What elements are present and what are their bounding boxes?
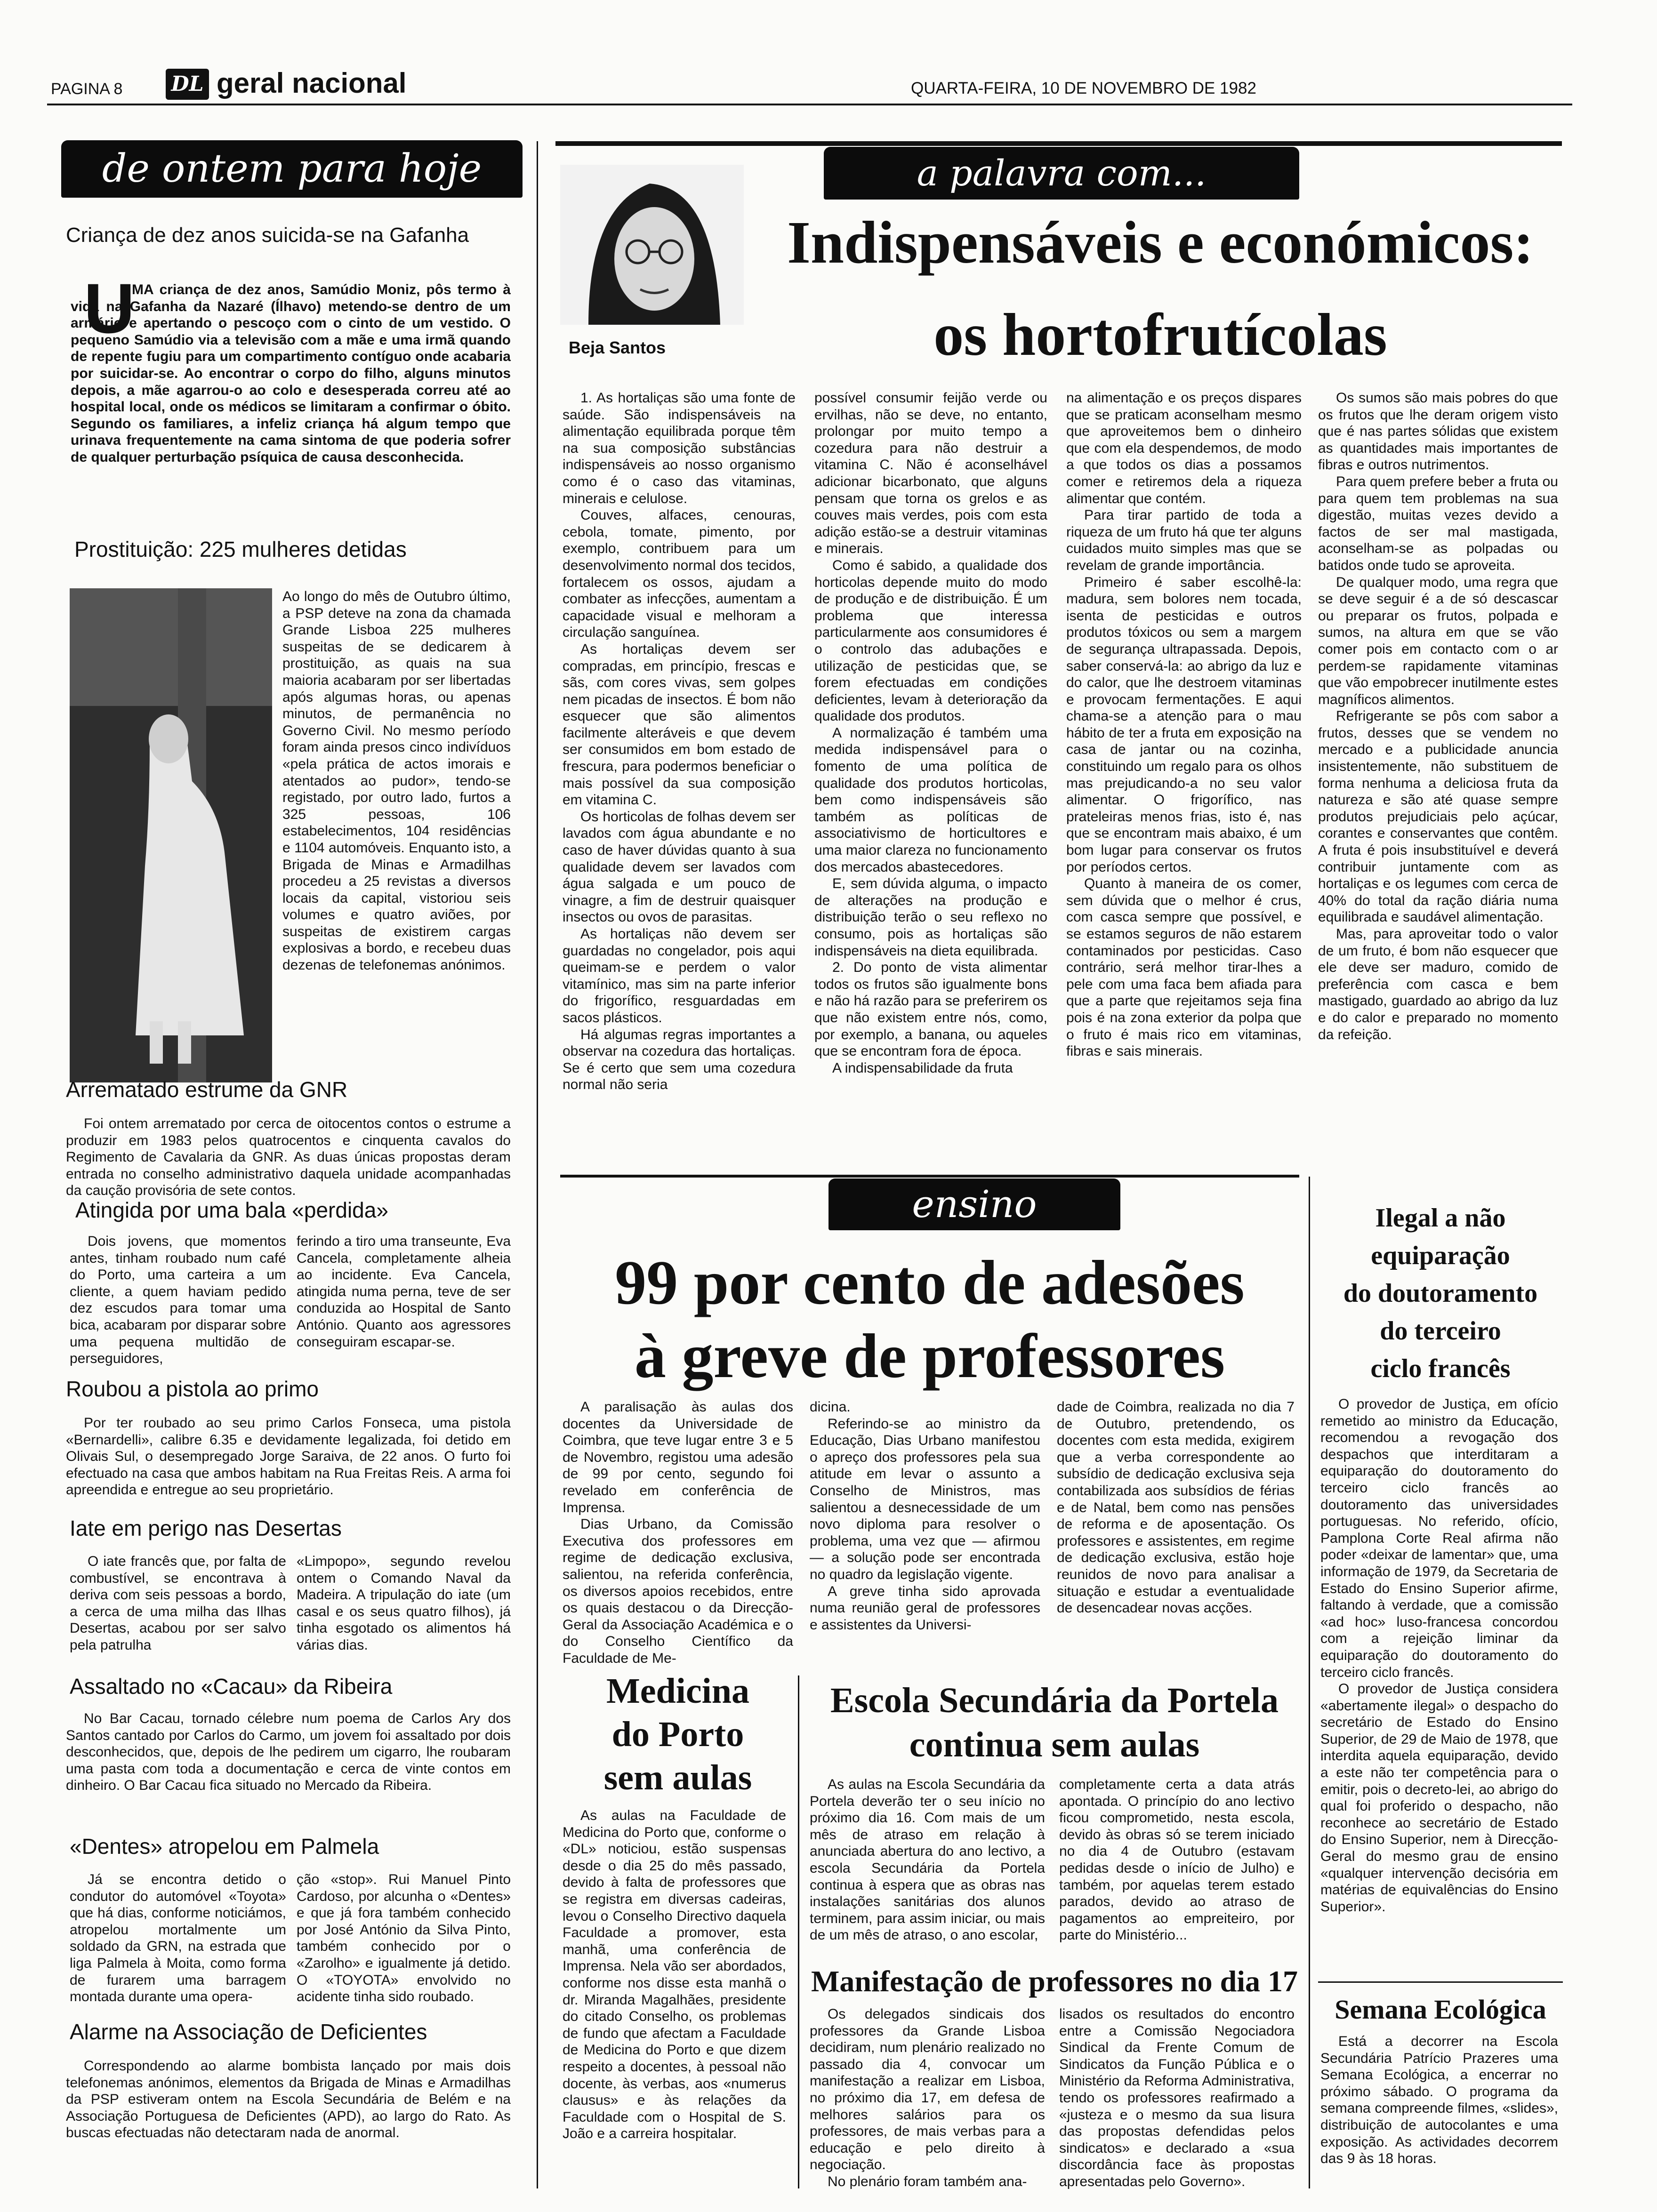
- s8-text-b: [297, 1871, 511, 2017]
- s6-title: Iate em perigo nas Desertas: [70, 1516, 342, 1540]
- medicina-title-1: Medicina: [606, 1671, 749, 1711]
- ensino-col-3: [1057, 1399, 1295, 1662]
- palavra-c1-p3: As hortaliças devem ser compradas, em princípio, frescas e sãs, com cores vivas, sem golpes nem picadas de insectos. É bom não esquecer que são alimentos facilmente alteráveis e que devem ser consumidos em bom estado de frescura, para podermos beneficiar o mais possível da sua composição em vitamina C.: [563, 641, 796, 808]
- palavra-c3-p3: Primeiro é saber escolhê-la: madura, sem bolores nem tocada, isenta de pesticidas e outros produtos tóxicos ou sem a margem de segurança ultrapassada. Depois, saber conservá-la: ao abrigo da luz e do calor, que lhe destroem vitaminas e provocam fermentações. E aqui chama-se a atenção para o mau hábito de ter a fruta em exposição na casa de jantar ou na cozinha, constituindo um regalo para os olhos mas prejudicando-a no seu valor alimentar. O frigorífico, nas prateleiras menos frias, isto é, nas que se encontram mais abaixo, é um bom lugar para conservar os frutos por períodos certos.: [1066, 574, 1302, 875]
- ecologica-body: Está a decorrer na Escola Secundária Patrício Prazeres uma Semana Ecológica, a encerrar no próximo sábado. O programa da semana compreende filmes, «slides», distribuição de autocolantes e uma exposição. As actividades decorrem das 9 às 18 horas.: [1320, 2034, 1558, 2167]
- ensino-c3-p1: dade de Coimbra, realizada no dia 7 de Outubro, pretendendo, os docentes com esta medida, exigirem que a verba correspondente ao subsídio de dedicação exclusiva seja contabilizada aos subsídios de férias e de Natal, bem como nas pensões de reforma e de aposentação. Os professores e assistentes, em regime de dedicação exclusiva, estão hoje reunidos de novo para analisar a situação e estudar a eventualidade de desencadear novas acções.: [1057, 1399, 1295, 1616]
- manif-body-a2: No plenário foram também ana-: [828, 2173, 1027, 2189]
- section-name: geral nacional: [217, 67, 407, 99]
- s7-body: No Bar Cacau, tornado célebre num poema de Carlos Ary dos Santos cantado por Carlos do Carmo, um jovem foi assaltado por dois desconhecidos, que, depois de lhe pedirem um cigarro, lhe roubaram uma pasta com toda a documentação e cerca de vinte contos em dinheiro. O Bar Cacau fica situado no Mercado da Ribeira.: [66, 1711, 511, 1794]
- ensino-title-2: à greve de professores: [634, 1321, 1225, 1391]
- ensino-c2-p3: A greve tinha sido aprovada numa reunião geral de professores e assistentes da Universi-: [810, 1583, 1040, 1633]
- palavra-col-2: [814, 390, 1047, 1169]
- manif-body-a: Os delegados sindicais dos professores da Grande Lisboa decidiram, num plenário realizado no passado dia 4, convocar um manifestação a realizar em Lisboa, no próximo dia 17, em defesa de melhores salários para os professores, de mais verbas para a educação e pelo direito à negociação.: [810, 2006, 1045, 2173]
- s6-text-b: [297, 1553, 511, 1661]
- ilegal-body-1: O provedor de Justiça, em ofício remetido ao ministro da Educação, recomendou a revogação dos despachos que interditaram a equiparação do doutoramento do terceiro ciclo francês ao doutoramento das universidades portuguesas. No referido, ofício, Pamplona Corte Real afirma não poder «deixar de lamentar» que, uma informação de 1979, da Secretaria de Estado do Ensino Superior afirme, faltando à verdade, que a comissão «ad hoc» luso-francesa concordou com a rejeição liminar da equiparação do doutoramento do terceiro ciclo francês.: [1320, 1396, 1558, 1680]
- palavra-banner: a palavra com...: [824, 147, 1299, 200]
- header-rule: [47, 104, 1572, 105]
- ensino-banner: ensino: [828, 1178, 1120, 1230]
- s8-body-a: Já se encontra detido o condutor do automóvel «Toyota» que há dias, conforme noticiámos, atropelou mortalmente um soldado da GRN, na estrada que liga Palmela à Moita, como forma de furarem uma barragem montada durante uma opera-: [70, 1872, 286, 2005]
- medicina-title-3: sem aulas: [603, 1758, 752, 1797]
- manif-title: Manifestação de professores no dia 17: [811, 1964, 1298, 1998]
- s4-body-b: ferindo a tiro uma transeunte, Eva Cancela, completamente alheia ao incidente. Eva Cancela, atingida numa perna, teve de ser conduzida ao Hospital de Santo António. Quanto aos agressores conseguiram escapar-se.: [297, 1234, 511, 1350]
- page-number: PAGINA 8: [51, 80, 123, 98]
- portela-text-b: [1059, 1776, 1295, 1960]
- palavra-c1-p5: As hortaliças não devem ser guardadas no congelador, pois aqui queimam-se e perdem o valor vitamínico, mas sim na parte inferior do frigorífico, resguardadas em sacos plásticos.: [563, 926, 796, 1026]
- ensino-c1-p2: Dias Urbano, da Comissão Executiva dos professores em regime de dedicação exclusiva, salientou, na referida conferência, os diversos apoios recebidos, entre os quais destacou o da Direcção-Geral da Associação Académica e o do Conselho Científico da Faculdade de Me-: [563, 1516, 793, 1666]
- s4-title: Atingida por uma bala «perdida»: [75, 1198, 388, 1222]
- palavra-c2-p4: E, sem dúvida alguma, o impacto de alterações na produção e distribuição terão o seu reflexo no consumo, pois as hortaliças são indispensáveis na dieta equilibrada.: [814, 876, 1047, 959]
- ensino-col-2: [810, 1399, 1040, 1662]
- palavra-col-4: [1318, 390, 1558, 1169]
- s4-text-b: [297, 1233, 511, 1374]
- palavra-c2-p6: A indispensabilidade da fruta: [832, 1060, 1013, 1076]
- s1-title: Criança de dez anos suicida-se na Gafanha: [66, 224, 469, 247]
- s1-dropcap: U: [84, 269, 135, 348]
- s3-body: Foi ontem arrematado por cerca de oitocentos contos o estrume a produzir em 1983 pelos quatrocentos e cinquenta cavalos do Regimento de Cavalaria da GNR. As duas únicas propostas deram entrada no conselho administrativo daquela unidade acompanhadas da caução provisória de sete contos.: [66, 1116, 511, 1199]
- s3-title: Arrematado estrume da GNR: [66, 1077, 348, 1102]
- ensino-c2-p2: Referindo-se ao ministro da Educação, Dias Urbano manifestou o apreço dos professores pela sua atitude em levar o assunto a Conselho de Ministros, mas salientou a desnecessidade de um novo diploma para resolver o problema, uma vez que — afirmou — a solução pode ser encontrada no quadro da legislação vigente.: [810, 1416, 1040, 1582]
- portela-title-2: continua sem aulas: [909, 1725, 1200, 1764]
- palavra-c1-p6: Há algumas regras importantes a observar na cozedura das hortaliças. Se é certo que sem uma cozedura normal não seria: [563, 1026, 796, 1093]
- s2-title: Prostituição: 225 mulheres detidas: [74, 537, 407, 561]
- palavra-c4-p5: Mas, para aproveitar todo o valor de um fruto, é bom não esquecer que ele deve ser maduro, comido de preferência com casca e bem mastigado, guardado ao abrigo da luz e do calor e preparado no momento da refeição.: [1318, 926, 1558, 1042]
- ilegal-title-3: do doutoramento: [1343, 1279, 1538, 1308]
- palavra-top-rule: [555, 141, 1562, 146]
- s8-body-b: ção «stop». Rui Manuel Pinto Cardoso, por alcunha o «Dentes» e que já fora também conhecido por José António da Silva Pinto, também conhecido por o «Zarolho» e igualmente já detido. O «TOYOTA» envolvido no acidente tinha sido roubado.: [297, 1872, 511, 2005]
- ecologica-text: [1320, 2033, 1558, 2184]
- s5-title: Roubou a pistola ao primo: [66, 1377, 319, 1401]
- ensino-top-rule: [560, 1175, 1299, 1178]
- palavra-c3-p2: Para tirar partido de toda a riqueza de um fruto há que ter alguns cuidados muito simples mas que se revelam de grande importância.: [1066, 507, 1302, 573]
- manif-body-b: lisados os resultados do encontro entre a Comissão Negociadora Sindical da Frente Comum de Sindicatos da Função Pública e o Ministério da Reforma Administrativa, tendo os professores reafirmado a «justeza e o mesmo da sua lisura das propostas defendidas pelos sindicatos» e declarado a «sua discordância face às propostas apresentadas pelo Governo».: [1059, 2006, 1295, 2189]
- ensino-right-rule: [1309, 1177, 1310, 2188]
- palavra-c4-p1: Os sumos são mais pobres do que os frutos que lhe deram origem visto que é nas partes sólidas que existem as quantidades mais importantes de fibras e outros nutrimentos.: [1318, 390, 1558, 473]
- palavra-c1-p2: Couves, alfaces, cenouras, cebola, tomate, pimento, por exemplo, contribuem para um desenvolvimento normal dos tecidos, fortalecem os ossos, ajudam a combater as infecções, aumentam a capacidade visual e melhoram a circulação sanguínea.: [563, 507, 796, 641]
- s4-body-a: Dois jovens, que momentos antes, tinham roubado num café do Porto, uma carteira a um cliente, a quem haviam pedido dez escudos para tomar uma bica, acabaram por disparar sobre uma pequena multidão de perseguidores,: [70, 1234, 286, 1367]
- ecologica-rule: [1318, 1981, 1563, 1983]
- palavra-c3-p4: Quanto à maneira de os comer, sem dúvida que o melhor é crus, com casca sempre que possível, e se estamos seguros de não estarem contaminados por pesticidas. Caso contrário, será melhor tirar-lhes a pele com uma faca bem afiada para que a parte que rejeitamos seja fina pois é na zona exterior da polpa que o fruto é mais rico em vitaminas, fibras e sais minerais.: [1066, 876, 1302, 1059]
- portela-body-a: As aulas na Escola Secundária da Portela deverão ter o seu início no próximo dia 16. Com mais de um mês de atraso em relação à anunciada abertura do ano lectivo, a escola Secundária da Portela continua à espera que as obras nas instalações sanitárias dos alunos terminem, para assim iniciar, ou mais de um mês de atraso, o ano escolar,: [810, 1777, 1045, 1943]
- author-name: Beja Santos: [569, 338, 666, 357]
- s1-body: MA criança de dez anos, Samúdio Moniz, pôs termo à vida na Gafanha da Nazaré (Ílhavo) metendo-se dentro de um armário e apertando o pescoço com o cinto de um vestido. O pequeno Samúdio via a televisão com a mãe e uma irmã quando de repente fugiu para um compartimento contíguo onde acabaria por suicidar-se. Ao encontrar o corpo do filho, alguns minutos depois, a mãe agarrou-o ao colo e desesperada correu até ao hospital local, onde os médicos se limitaram a confirmar o óbito. Segundo os familiares, a infeliz criança há algum tempo que urinava frequentemente na cama sintoma de que poderia sofrer de qualquer perturbação psíquica de causa desconhecida.: [71, 282, 511, 465]
- palavra-c1-p4: Os horticolas de folhas devem ser lavados com água abundante e no caso de haver dúvidas quanto à sua qualidade devem ser lavados com água salgada e um pouco de vinagre, a fim de destruir quaisquer insectos ou ovos de parasitas.: [563, 809, 796, 925]
- ilegal-title-1: Ilegal a não: [1375, 1203, 1506, 1233]
- manif-text-a: [810, 2006, 1045, 2189]
- ecologica-title: Semana Ecológica: [1335, 1994, 1546, 2025]
- s6-text-a: [70, 1553, 286, 1661]
- s2-photo: [70, 588, 272, 1082]
- palavra-c2-p5: 2. Do ponto de vista alimentar todos os frutos são igualmente bons e não há razão para se preferirem os que não existem entre nós, como, por exemplo, a banana, ou aqueles que se encontram fora de época.: [814, 960, 1047, 1059]
- s2-body: Ao longo do mês de Outubro último, a PSP deteve na zona da chamada Grande Lisboa 225 mulheres suspeitas de se dedicarem à prostituição, as quais na sua maioria acabaram por ser libertadas após algumas horas, ou apenas minutos, de permanência no Governo Civil. No mesmo período foram ainda presos cinco indivíduos «pela prática de actos imorais e atentados ao pudor», tendo-se registado, por outro lado, furtos a 325 pessoas, 106 estabelecimentos, 104 residências e 1104 automóveis. Enquanto isto, a Brigada de Minas e Armadilhas procedeu a 25 revistas a diversos locais da capital, vistoriou seis volumes e quatro aviões, por suspeitas de existirem cargas explosivas a bordo, e recebeu duas dezenas de telefonemas anónimos.: [282, 589, 511, 973]
- portela-text-a: [810, 1776, 1045, 1960]
- palavra-c2-p2: Como é sabido, a qualidade dos horticolas depende muito do modo de produção e de distribuição. É um problema que interessa particularmente aos consumidores é o controlo das adubações e utilização de pesticidas que, se forem efectuadas em condições deficientes, levam à deterioração da qualidade dos produtos.: [814, 557, 1047, 724]
- palavra-c3-p1: na alimentação e os preços dispares que se praticam aconselham mesmo que aproveitemos bem o dinheiro que com ela despendemos, de modo a que todos os dias a possamos comer e retiremos dela a riqueza alimentar que contém.: [1066, 390, 1302, 506]
- ilegal-title-4: do terceiro: [1380, 1316, 1501, 1346]
- palavra-title-2: os hortofrutícolas: [933, 301, 1387, 368]
- s8-text-a: [70, 1871, 286, 2017]
- s6-body-b: «Limpopo», segundo revelou ontem o Comando Naval da Madeira. A tripulação do iate (um casal e os seus quatro filhos), já tinha esgotado os alimentos há várias dias.: [297, 1554, 511, 1653]
- palavra-c1-p1: 1. As hortaliças são uma fonte de saúde. São indispensáveis na alimentação equilibrada porque têm na sua composição substâncias indispensáveis ao nosso organismo como é o caso das vitaminas, minerais e celulose.: [563, 390, 796, 506]
- s9-text: [66, 2058, 511, 2175]
- newspaper-logo: DL: [166, 69, 209, 100]
- s2-text: [282, 588, 511, 1059]
- ensino-col-1: [563, 1399, 793, 1666]
- medicina-text: [563, 1807, 786, 2184]
- s6-body-a: O iate francês que, por falta de combustível, se encontrava à deriva com seis pessoas a bordo, a cerca de uma milha das Ilhas Desertas, acabou por ser salvo pela patrulha: [70, 1554, 286, 1653]
- palavra-col-3: [1066, 390, 1302, 1169]
- left-banner: de ontem para hoje: [61, 140, 523, 198]
- palavra-c4-p4: Refrigerante se pôs com sabor a frutos, desses que se vendem no mercado e a publicidade anuncia insistentemente, não substituem de forma nenhuma a deliciosa fruta da natureza e são até quase sempre produtos prejudiciais pelo açúcar, corantes e conservantes que contêm. A fruta é pois insubstituível e deverá contribuir juntamente com as hortaliças e os legumes com cerca de 40% do total da ração diária numa equilibrada e saudável alimentação.: [1318, 708, 1558, 925]
- author-photo: [560, 165, 744, 325]
- palavra-col-1: [563, 390, 796, 1169]
- medicina-body: As aulas na Faculdade de Medicina do Porto que, conforme o «DL» noticiou, estão suspensas desde o dia 25 do mês passado, devido à falta de professores que se registra em diversas cadeiras, levou o Conselho Directivo daquela Faculdade a promover, esta manhã, uma conferência de Imprensa. Nela vão ser abordados, conforme nos disse esta manhã o dr. Miranda Magalhães, presidente do citado Conselho, os problemas de fundo que afectam a Faculdade de Medicina do Porto e que dizem respeito a docentes, à pessoal não docente, às verbas, aos «numerus clausus» e às relações da Faculdade com o Hospital de S. João e a carreira hospitalar.: [563, 1808, 786, 2142]
- palavra-c2-p3: A normalização é também uma medida indispensável para o fomento de uma política de qualidade dos produtos horticolas, bem como indispensáveis são também as políticas de associativismo de horticultores e uma maior clareza no funcionamento dos mercados abastecedores.: [814, 725, 1047, 875]
- left-column-rule: [537, 141, 538, 2188]
- ilegal-body-2: O provedor de Justiça considera «abertamente ilegal» o despacho do secretário de Estado do Ensino Superior, de 29 de Maio de 1978, que interdita aquela equiparação, devido a este não ter competência para o emitir, pois o decreto-lei, ao abrigo do qual foi proferido o despacho, não reconhece ao secretário de Estado do Ensino Superior, nem à Direcção-Geral do mesmo grau de ensino «qualquer intervenção decisória em matérias de equivalências do Ensino Superior».: [1320, 1681, 1558, 1915]
- s7-title: Assaltado no «Cacau» da Ribeira: [70, 1674, 393, 1699]
- issue-date: QUARTA-FEIRA, 10 DE NOVEMBRO DE 1982: [911, 79, 1256, 97]
- portela-title-1: Escola Secundária da Portela: [830, 1681, 1279, 1720]
- palavra-title-1: Indispensáveis e económicos:: [787, 209, 1534, 276]
- palavra-c4-p3: De qualquer modo, uma regra que se deve seguir é a de só descascar ou preparar os frutos, polpada e sumos, na altura em que se vão comer pois em contacto com o ar perdem-se rapidamente vitaminas que vão empobrecer inutilmente estes magníficos alimentos.: [1318, 574, 1558, 707]
- s4-text-a: [70, 1233, 286, 1374]
- ensino-title-1: 99 por cento de adesões: [615, 1248, 1245, 1317]
- s9-title: Alarme na Associação de Deficientes: [70, 2020, 427, 2044]
- medicina-title-2: do Porto: [611, 1715, 744, 1754]
- manif-text-b: [1059, 2006, 1295, 2189]
- s5-body: Por ter roubado ao seu primo Carlos Fonseca, uma pistola «Bernardelli», calibre 6.35 e devidamente legalizada, foi detido em Olivais Sul, o desempregado Jorge Saraiva, de 22 anos. O furto foi efectuado na casa que ambos habitam na Rua Freitas Reis. A arma foi apreendida e entregue ao seu proprietário.: [66, 1415, 511, 1498]
- s8-title: «Dentes» atropelou em Palmela: [70, 1834, 379, 1859]
- ensino-c2-p1: dicina.: [810, 1399, 851, 1415]
- s5-text: [66, 1415, 511, 1498]
- medicina-rule: [798, 1675, 799, 2188]
- s3-text: [66, 1115, 511, 1199]
- woman-figure-image: [70, 588, 272, 1082]
- ilegal-text: [1320, 1396, 1558, 1975]
- s7-text: [66, 1710, 511, 1800]
- palavra-c2-p1: possível consumir feijão verde ou ervilhas, não se deve, no entanto, prolongar por muito tempo a cozedura para não destruir a vitamina C. Não é aconselhável adicionar bicarbonato, que alguns pensam que torna os grelos e as couves mais verdes, pois com esta adição estão-se a destruir vitaminas e minerais.: [814, 390, 1047, 557]
- palavra-c4-p2: Para quem prefere beber a fruta ou para quem tem problemas na sua digestão, muitas vezes devido a factos de ser mal mastigada, aconselham-se as polpadas ou batidos onde tudo se aproveita.: [1318, 473, 1558, 573]
- ensino-c1-p1: A paralisação às aulas dos docentes da Universidade de Coimbra, que teve lugar entre 3 e 5 de Novembro, registou uma adesão de 99 por cento, segundo foi revelado em conferência de Imprensa.: [563, 1399, 793, 1515]
- ilegal-title-2: equiparação: [1371, 1241, 1510, 1270]
- ilegal-title-5: ciclo francês: [1370, 1354, 1511, 1383]
- portela-body-b: completamente certa a data atrás apontada. O princípio do ano lectivo ficou comprometido, nesta escola, devido às obras só se terem iniciado no dia 4 de Outubro (estavam pedidas desde o início de Julho) e também, por aquelas terem estado parados, devido ao atraso de pagamentos ao empreiteiro, por parte do Ministério...: [1059, 1777, 1295, 1943]
- author-portrait-image: [560, 165, 744, 325]
- s1-text: [71, 281, 511, 517]
- s9-body: Correspondendo ao alarme bombista lançado por mais dois telefonemas anónimos, elementos da Brigada de Minas e Armadilhas da PSP estiveram ontem na Escola Secundária de Belém e na Associação Portuguesa de Deficientes (APD), ao largo do Rato. As buscas efectuadas não detectaram nada de anormal.: [66, 2058, 511, 2141]
